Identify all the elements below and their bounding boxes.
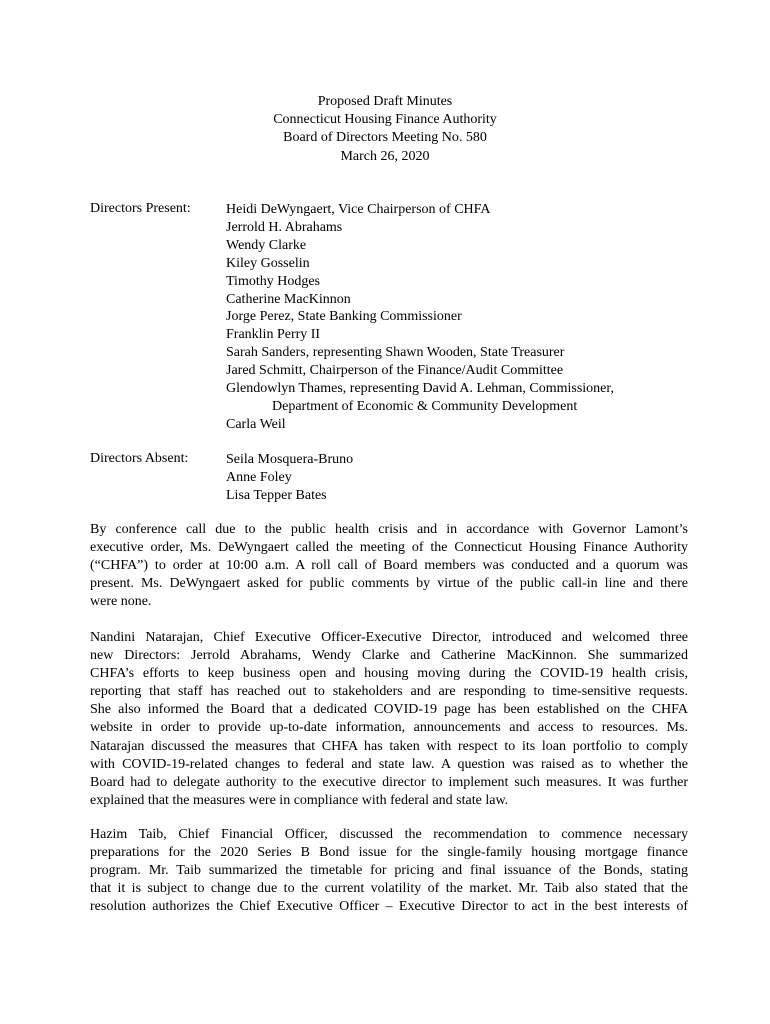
paragraph-line: She also informed the Board that a dedicated COVID-19 page has been established on the CHFA bbox=[90, 702, 688, 718]
paragraph-line: program. Mr. Taib summarized the timetable for pricing and final issuance of the Bonds, stating bbox=[90, 863, 688, 879]
directors-present-list bbox=[226, 201, 614, 434]
paragraph-line: resolution authorizes the Chief Executive Officer – Executive Director to act in the best interests of bbox=[90, 899, 688, 915]
organization-name: Connecticut Housing Finance Authority bbox=[273, 112, 497, 128]
paragraph-line: with COVID-19-related changes to federal and state law. A question was raised as to whether the bbox=[90, 756, 688, 772]
paragraph-cfo-report bbox=[90, 826, 688, 916]
paragraph-line: By conference call due to the public health crisis and in accordance with Governor Lamont’s bbox=[90, 522, 688, 537]
paragraph-line: present. Ms. DeWyngaert asked for public comments by virtue of the public call-in line and there bbox=[90, 576, 688, 592]
director-name: Sarah Sanders, representing Shawn Wooden, State Treasurer bbox=[226, 345, 565, 361]
paragraph-line: new Directors: Jerrold Abrahams, Wendy Clarke and Catherine MacKinnon. She summarized bbox=[90, 648, 688, 664]
director-name: Seila Mosquera-Bruno bbox=[226, 452, 354, 467]
director-name: Franklin Perry II bbox=[226, 327, 321, 343]
directors-present-label: Directors Present: bbox=[90, 201, 191, 216]
document-header bbox=[0, 93, 770, 166]
paragraph-line: preparations for the 2020 Series B Bond issue for the single-family housing mortgage finance bbox=[90, 845, 688, 861]
director-name: Timothy Hodges bbox=[226, 273, 321, 289]
director-name: Jerrold H. Abrahams bbox=[226, 219, 343, 235]
paragraph-line: reporting that staff has reached out to stakeholders and are responding to time-sensitive requests. bbox=[90, 684, 688, 700]
director-name: Heidi DeWyngaert, Vice Chairperson of CHFA bbox=[226, 202, 491, 217]
meeting-number: Board of Directors Meeting No. 580 bbox=[283, 130, 487, 146]
paragraph-line: that it is subject to change due to the current volatility of the market. Mr. Taib also stated that the bbox=[90, 881, 688, 897]
paragraph-ceo-report bbox=[90, 629, 688, 810]
paragraph-line: Board had to delegate authority to the executive director to implement such measures. It was further bbox=[90, 774, 688, 790]
paragraph-line: website in order to provide up-to-date information, announcements and access to resources. Ms. bbox=[90, 720, 688, 736]
director-name: Kiley Gosselin bbox=[226, 255, 310, 271]
paragraph-line: CHFA’s efforts to keep business open and housing moving during the COVID-19 health crisis, bbox=[90, 666, 688, 682]
paragraph-line: explained that the measures were in compliance with federal and state law. bbox=[90, 792, 509, 808]
paragraph-line: were none. bbox=[90, 594, 152, 610]
paragraph-line: executive order, Ms. DeWyngaert called the meeting of the Connecticut Housing Finance Authority bbox=[90, 540, 688, 556]
director-name: Anne Foley bbox=[226, 469, 292, 485]
director-name: Glendowlyn Thames, representing David A. Lehman, Commissioner, bbox=[226, 381, 615, 397]
director-name: Lisa Tepper Bates bbox=[226, 487, 327, 503]
director-name-continuation: Department of Economic & Community Development bbox=[272, 398, 578, 414]
director-name: Jorge Perez, State Banking Commissioner bbox=[226, 309, 462, 325]
paragraph-line: Natarajan discussed the measures that CHFA has taken with respect to its loan portfolio to comply bbox=[90, 738, 688, 754]
directors-absent-label: Directors Absent: bbox=[90, 451, 189, 466]
paragraph-call-to-order bbox=[90, 521, 688, 611]
paragraph-line: (“CHFA”) to order at 10:00 a.m. A roll call of Board members was conducted and a quorum was bbox=[90, 558, 688, 574]
director-name: Carla Weil bbox=[226, 416, 286, 432]
directors-absent-list bbox=[226, 451, 353, 505]
director-name: Catherine MacKinnon bbox=[226, 291, 351, 307]
meeting-date: March 26, 2020 bbox=[340, 148, 430, 164]
paragraph-line: Nandini Natarajan, Chief Executive Officer-Executive Director, introduced and welcomed three bbox=[90, 630, 688, 645]
director-name: Wendy Clarke bbox=[226, 237, 307, 253]
document-title: Proposed Draft Minutes bbox=[317, 94, 453, 109]
director-name: Jared Schmitt, Chairperson of the Finance/Audit Committee bbox=[226, 363, 564, 379]
paragraph-line: Hazim Taib, Chief Financial Officer, discussed the recommendation to commence necessary bbox=[90, 827, 688, 842]
